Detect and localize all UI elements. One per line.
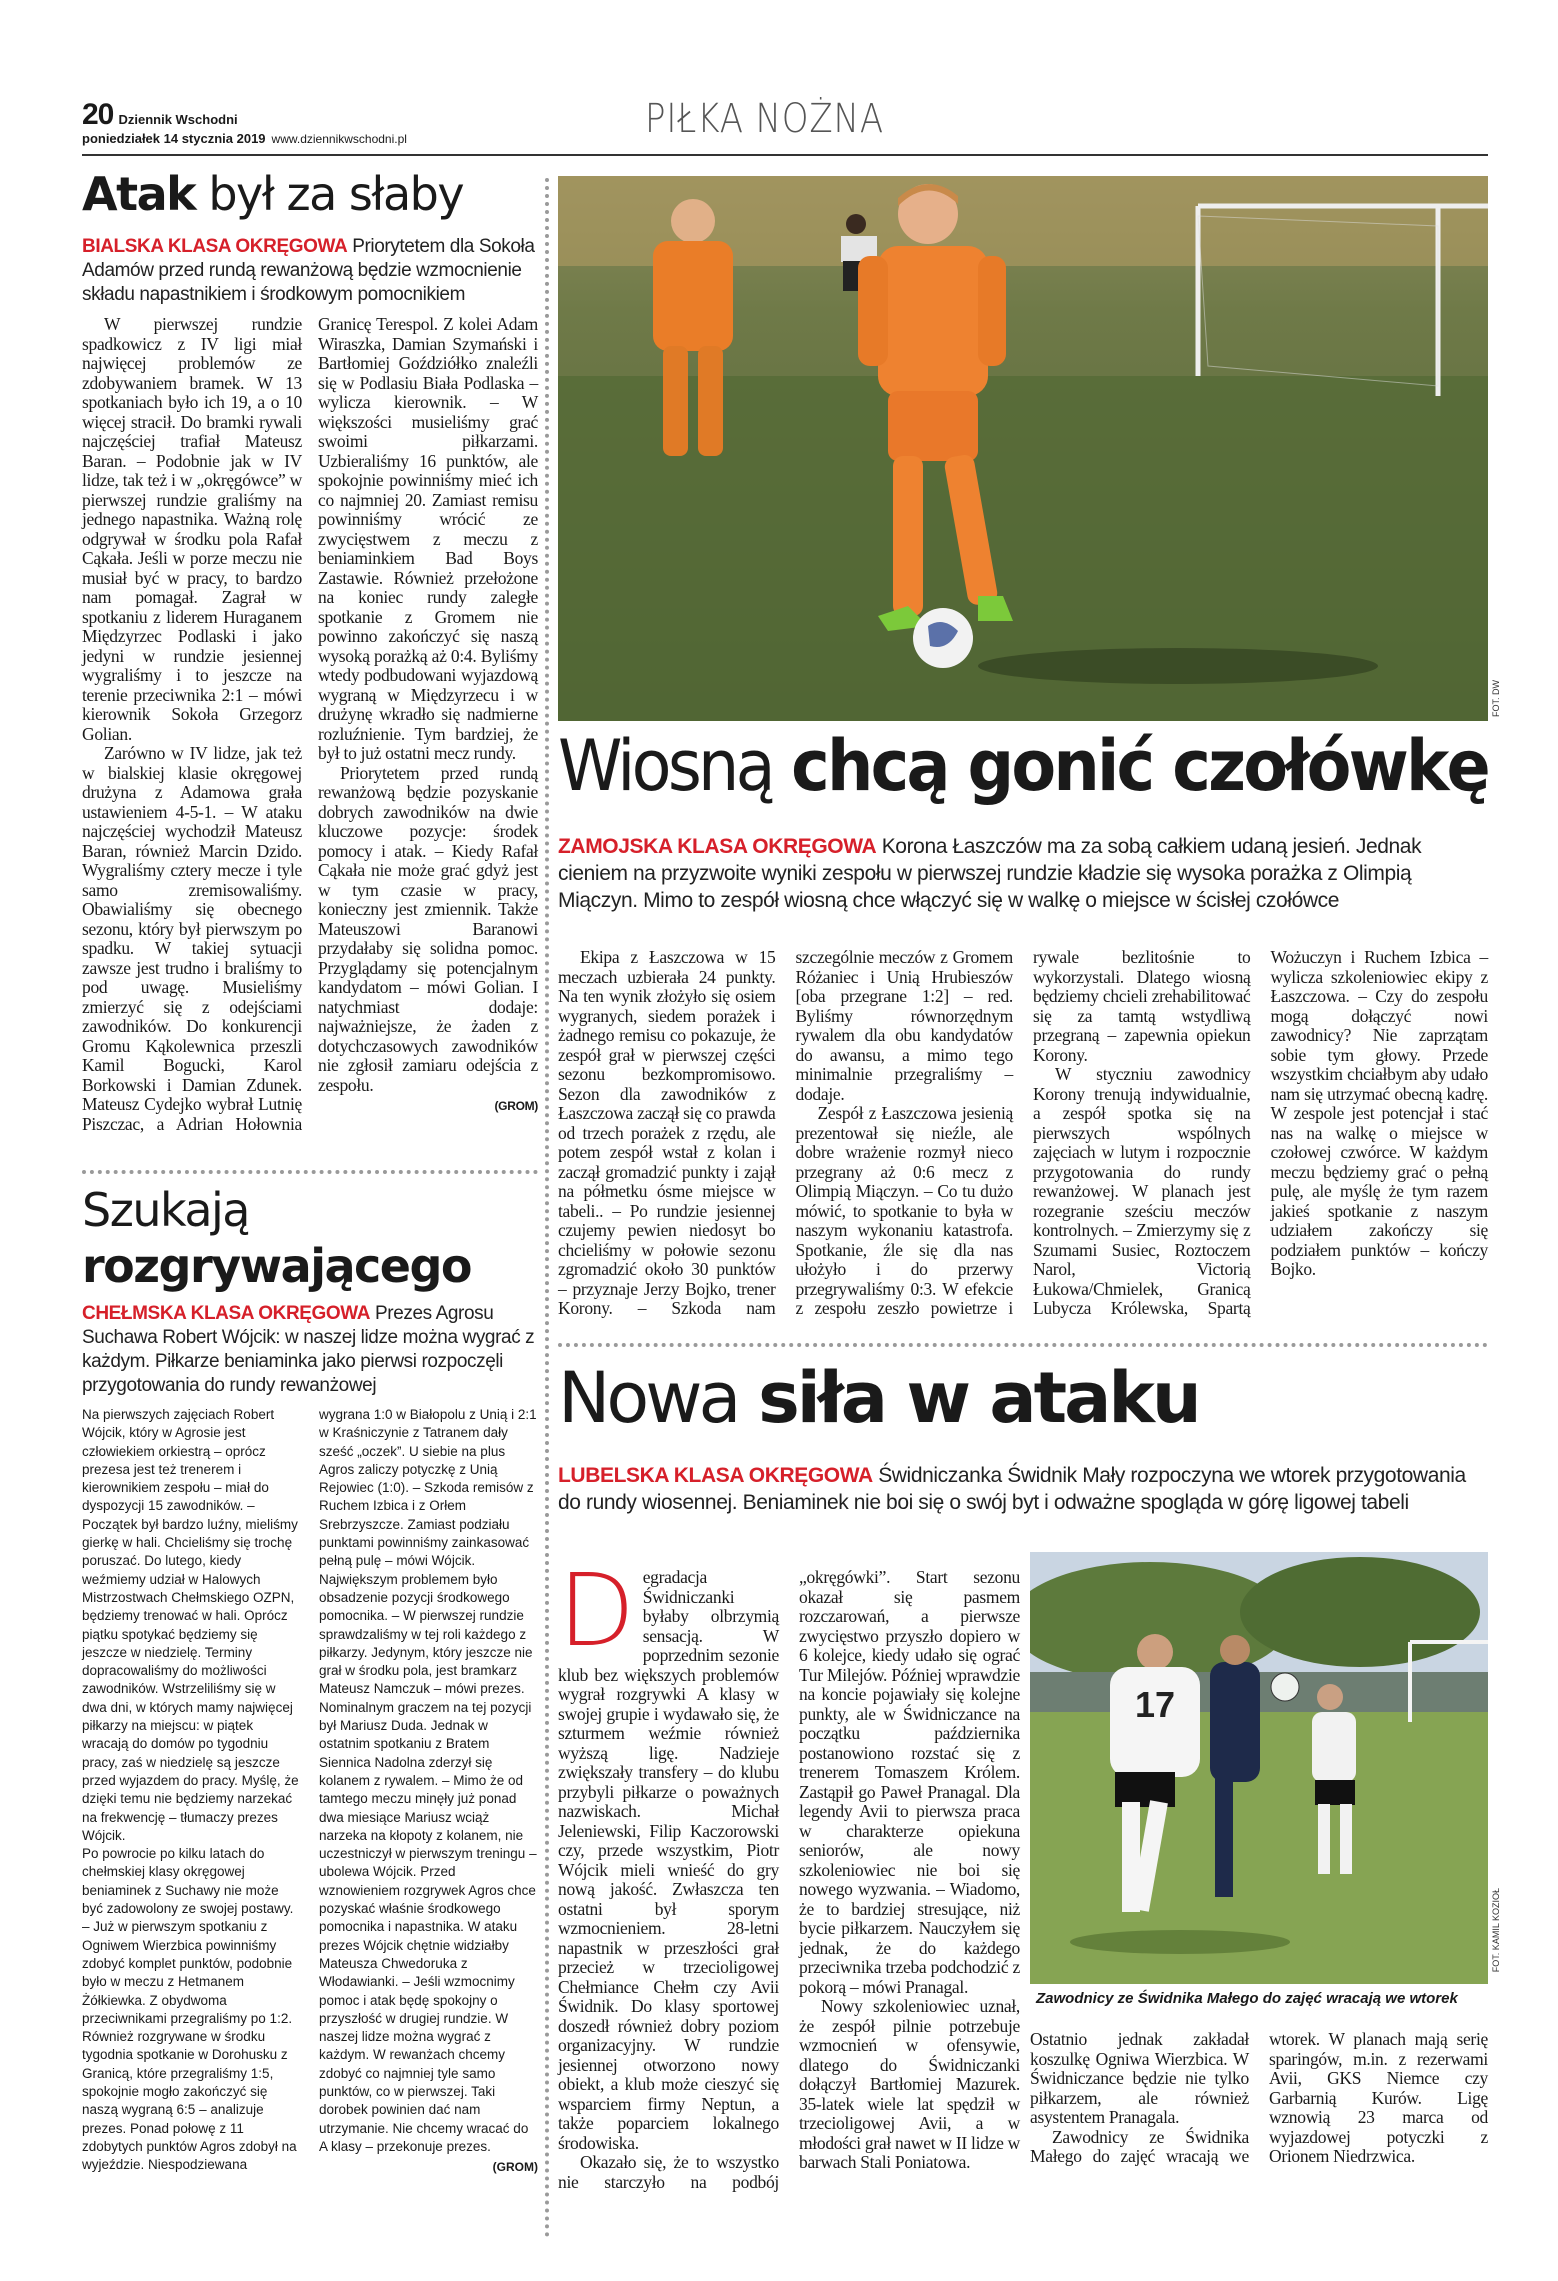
article-divider (82, 1170, 538, 1174)
headline-light: Szukają (82, 1183, 249, 1237)
photo-caption: Zawodnicy ze Świdnika Małego do zajęć wracają we wtorek (1036, 1990, 1458, 2007)
paper-name: Dziennik Wschodni (118, 112, 238, 127)
headline-bold: Atak (82, 167, 196, 221)
kicker: BIALSKA KLASA OKRĘGOWA (82, 236, 348, 257)
body-szukaja (82, 1406, 538, 2176)
kicker: LUBELSKA KLASA OKRĘGOWA (558, 1464, 873, 1487)
paragraph: Nowy szkoleniowiec uznał, że zespół pilnie potrzebuje wzmocnień w ofensywie, dlatego do Świdniczanki dołączył Bartłomiej Mazurek. 35-latek wiele lat spędził w trzecioligowej Avii, a w młodości grał nawet w II lidze w barwach Stali Poniatowa. (799, 1996, 1020, 2172)
paragraph: Ekipa z Łaszczowa w 15 meczach uzbierała 24 punkty. Na ten wynik złożyło się osiem wygranych, siedem porażek i żadnego remisu co pokazuje, że zespół grał w pierwszej części sezonu bezkompromisowo. Sezon dla zawodników z Łaszczowa zaczął się co prawda od trzech porażek z rzędu, ale potem zespół wstał z kolan i zaczął gromadzić punkty i zajął na półmetku ósme miejsce w tabeli.. – Po rundzie jesiennej czujemy pewien niedosyt bo chcieliśmy w połowie sezonu zgromadzić około 30 punktów – przyznaje Jerzy Bojko, trener Korony. – Szkoda nam szczególnie meczów z Gromem Różaniec i Unią Hrubieszów [oba przegrane 1:2] – red. Byliśmy równorzędnym rywalem dla obu kandydatów do awansu, a mimo tego minimalnie przegraliśmy – dodaje. (558, 947, 1013, 1318)
headline-light: Wiosną (558, 725, 772, 807)
deck-text: Świdniczanka Świdnik Mały rozpoczyna we wtorek przygotowania do rundy wiosennej. Beniaminek nie boi się o swój byt i odważne spogląda w górę ligowej tabeli (558, 1464, 1466, 1514)
paragraph: Największym problemem było obsadzenie pozycji środkowego pomocnika. – W pierwszej rundzie sprawdzaliśmy w tej roli każdego z piłkarzy. Jedynym, który jeszcze nie grał w środku pola, jest bramkarz Mateusz Namczuk – mówi prezes. Nominalnym graczem na tej pozycji był Mariusz Duda. Jednak w ostatnim spotkaniu z Bratem Siennica Nadolna zderzył się kolanem z rywalem. – Mimo że od tamtego meczu minęły już ponad dwa miesiące Mariusz wciąż narzeka na kłopoty z kolanem, nie uczestniczył w pierwszym treningu – ubolewa Wójcik. Przed wznowieniem rozgrywek Agros chce pozyskać właśnie środkowego pomocnika i napastnika. W ataku prezes Wójcik chętnie widziałby Mateusza Chwedoruka z Włodawianki. – Jeśli wzmocnimy pomoc i atak będę spokojny o przyszłość w drugiej rundzie. W naszej lidze można wygrać z każdym. W rewanżach chcemy zdobyć co najmniej tyle samo punktów, co w pierwszej. Taki dorobek powinien dać nam utrzymanie. Nie chcemy wracać do A klasy – przekonuje prezes. (319, 1571, 537, 2154)
paragraph: W styczniu zawodnicy Korony trenują indywidualnie, a zespół spotka się na pierwszych wspólnych zajęciach w lutym i rozpocznie przygotowania do rundy rewanżowej. W planach jest rozegranie sześciu meczów kontrolnych. – Zmierzymy się z Szumami Susiec, Roztoczem Narol, Victorią Łukowa/Chmielek, Granicą Lubycza Królewska, Spartą Wożuczyn i Ruchem Izbica – wylicza szkoleniowiec ekipy z Łaszczowa. – Czy do zespołu mogą dołączyć nowi zawodnicy? Nie zaprzątam sobie tym głowy. Przede wszystkim chciałbym aby udało nam się utrzymać obecną kadrę. W zespole jest potencjał i stać nas na walkę o miejsce w czołowej czwórce. W każdym meczu będziemy grać o pełną pulę, ale myślę że tym razem jakieś spotkanie z naszym udziałem zakończy się podziałem punktów – kończy Bojko. (1033, 947, 1488, 1318)
shirt-number: 17 (1135, 1684, 1176, 1725)
deck-atak (82, 235, 537, 307)
headline-wiosna (558, 725, 1488, 807)
body-nowa-part1 (558, 1552, 1020, 2192)
photo-credit: FOT. DW (1491, 680, 1501, 717)
paragraph: Ostatnio jednak zakładał koszulkę Ogniwa Wierzbica. W Świdniczance będzie nie tylko piłkarzem, ale również asystentem Pranagala. (1030, 2029, 1249, 2127)
headline-light: był za słaby (208, 167, 464, 221)
drop-cap: D (558, 1552, 635, 1669)
headline-bold: rozgrywającego (82, 1239, 472, 1293)
column-divider (545, 178, 549, 2239)
section-title: PIŁKA NOŻNA (645, 96, 884, 142)
headline-bold: chcą gonić czołówkę (791, 725, 1488, 807)
kicker: ZAMOJSKA KLASA OKRĘGOWA (558, 835, 877, 858)
photo-korona-player (558, 176, 1488, 721)
paragraph: egradacja Świdniczanki byłaby olbrzymią sensacją. W poprzednim sezonie klub bez większych problemów wygrał rozgrywki A klasy w swojej grupie i wydawało się, że szturmem weźmie również wyższą ligę. Nadzieje zwiększały transfery – do klubu przybyli piłkarze o poważnych nazwiskach. Michał Jeleniewski, Filip Kaczorowski czy, przede wszystkim, Piotr Wójcik mieli wnieść do gry nową jakość. Zwłaszcza ten ostatni był sporym wzmocnieniem. 28-letni napastnik w przeszłości grał przecież w trzecioligowej Chełmiance Chełm czy Avii Świdnik. Do klasy sportowej doszedł również dobry poziom organizacyjny. W rundzie jesiennej otworzono nowy obiekt, a klub może cieszyć się wsparciem firmy Neptun, a także poparciem lokalnego środowiska. (558, 1567, 779, 2153)
deck-szukaja (82, 1302, 537, 1398)
deck-nowa (558, 1462, 1488, 1516)
masthead (82, 98, 407, 147)
body-nowa-part2 (1030, 2030, 1488, 2167)
paragraph: Zawodnicy ze Świdnika Małego do zajęć wracają we wtorek. W planach mają serię sparingów, m.in. z rezerwami Avii, GKS Niemce czy Garbarnią Kurów. Ligę wznowią 23 marca od wyjazdowej potyczki z Orionem Niedrzwica. (1030, 2029, 1488, 2166)
deck-text: Korona Łaszczów ma za sobą całkiem udaną jesień. Jednak cieniem na przyzwoite wyniki zespołu w pierwszej rundzie kładzie się wysoka porażka z Olimpią Miączyn. Mimo to zespół wiosną chce włączyć się w walkę o miejsce w ścisłej czołówce (558, 835, 1422, 912)
paragraph: Na pierwszych zajęciach Robert Wójcik, który w Agrosie jest człowiekiem orkiestrą – oprócz prezesa jest też trenerem i kierownikiem zespołu – miał do dyspozycji 15 zawodników. – Początek był bardzo luźny, mieliśmy gierkę w hali. Chcieliśmy się trochę poruszać. Do lutego, kiedy weźmiemy udział w Halowych Mistrzostwach Chełmskiego OZPN, będziemy trenować w hali. Oprócz piątku spotykać będziemy się jeszcze w niedzielę. Terminy dopracowaliśmy do możliwości zawodników. Wstrzeliliśmy się w dwa dni, w których mamy najwięcej piłkarzy na miejscu: w piątek wracają do domów po tygodniu pracy, zaś w niedzielę są jeszcze przed wyjazdem do pracy. Myślę, że dzięki temu nie będziemy narzekać na frekwencję – tłumaczy prezes Wójcik. (82, 1407, 299, 1843)
issue-date: poniedziałek 14 stycznia 2019 (82, 131, 266, 146)
paragraph: Zespół z Łaszczowa jesienią prezentował się nieźle, ale dobre wrażenie rozmył nieco przegrany aż 0:6 mecz z Olimpią Miączyn. – Co tu dużo mówić, to spotkanie to była w naszym wykonaniu katastrofa. Spotkanie, źle się dla nas ułożyło i do przerwy przegrywaliśmy 0:3. W efekcie z zespołu zeszło powietrze i rywale bezlitośnie to wykorzystali. Dlatego wiosną będziemy chcieli zrehabilitować się za tamtą wstydliwą przegraną – zapewnia opiekun Korony. (795, 947, 1251, 1318)
headline-bold: siła w ataku (758, 1357, 1199, 1439)
author-signature: (GROM) (492, 2160, 538, 2175)
paragraph: Okazało się, że to wszystko nie starczyło na podbój „okręgówki”. Start sezonu okazał się pasmem rozczarowań, a pierwsze zwycięstwo przyszło dopiero w 6 kolejce, kiedy udało się ograć Tur Milejów. Później wprawdzie na koncie pojawiały się kolejne punkty, ale w Świdniczance na początku października postanowiono rozstać się z trenerem Tomaszem Królem. Zastąpił go Paweł Pranagal. Dla legendy Avii to pierwsza praca w charakterze opiekuna seniorów, ale nowy szkoleniowiec nie boi się nowego wyzwania. – Wiadomo, że to bardziej stresujące, niż bycie piłkarzem. Nauczyłem się jednak, że do każdego przeciwnika trzeba podchodzić z pokorą – mówi Pranagal. (558, 1567, 1020, 2192)
photo-swidniczanka-match (1030, 1552, 1488, 1984)
body-atak (82, 315, 538, 1134)
article-divider (558, 1343, 1488, 1347)
headline-light: Nowa (558, 1357, 738, 1439)
headline-nowa (558, 1357, 1199, 1439)
photo-credit: FOT. KAMIL KOZIOŁ (1491, 1888, 1501, 1973)
paragraph: Po powrocie po kilku latach do chełmskiej klasy okręgowej beniaminek z Suchawy nie może być zadowolony ze swojej postawy. – Już w pierwszym spotkaniu z Ogniwem Wierzbica powinniśmy zdobyć komplet punktów, podobnie było w meczu z Hetmanem Żółkiewka. Z obydwoma przeciwnikami przegraliśmy po 1:2. Również rozgrywane w środku tygodnia spotkanie w Dorohusku z Granicą, które przegraliśmy 1:5, spokojnie mogło zakończyć się naszą wygraną 6:5 – analizuje prezes. Ponad połowę z 11 zdobytych punktów Agros zdobył na wyjeździe. Niespodziewana wygrana 1:0 w Białopolu z Unią i 2:1 w Kraśniczynie z Tatranem dały sześć „oczek”. U siebie na plus Agros zaliczy potyczkę z Unią Rejowiec (1:0). – Szkoda remisów z Ruchem Izbica i z Orłem Srebrzyszcze. Zamiast podziału punktami powinniśmy zainkasować pełną pulę – mówi Wójcik. (82, 1407, 537, 2173)
author-signature: (GROM) (494, 1099, 538, 1113)
deck-wiosna (558, 833, 1488, 914)
deck-text: Prezes Agrosu Suchawa Robert Wójcik: w naszej lidze można wygrać z każdym. Piłkarze beniaminka jako pierwsi rozpoczęli przygotowania do rundy rewanżowej (82, 1303, 535, 1396)
headline-szukaja (82, 1182, 471, 1294)
website-link[interactable]: www.dziennikwschodni.pl (271, 132, 407, 146)
paragraph: W pierwszej rundzie spadkowicz z IV ligi miał najwięcej problemów ze zdobywaniem bramek. W 13 spotkaniach było ich 19, a o 10 więcej stracił. Do bramki rywali najczęściej trafiał Mateusz Baran. – Podobnie jak w IV lidze, tak też i w „okręgówce” w pierwszej rundzie graliśmy na jednego napastnika. Ważną rolę odgrywał w środku pola Rafał Cąkała. Jeśli w porze meczu nie musiał być w pracy, to bardzo nam pomagał. Zagrał w spotkaniu z liderem Huraganem Międzyrzec Podlaski i jako jedyni w rundzie jesiennej wygraliśmy i to jeszcze na terenie przeciwnika 2:1 – mówi kierownik Sokoła Grzegorz Golian. (82, 314, 302, 744)
paragraph: Priorytetem przed rundą rewanżową będzie pozyskanie dobrych zawodników na dwie kluczowe pozycje: środek pomocy i atak. – Kiedy Rafał Cąkała nie może grać gdyż jest w tym czasie w pracy, konieczny jest zmiennik. Także Mateuszowi Baranowi przydałaby się solidna pomoc. Przyglądamy się potencjalnym kandydatom – mówi Golian. I natychmiast dodaje: najważniejsze, że żaden z dotychczasowych zawodników nie zgłosił zamiaru odejścia z zespołu. (318, 762, 538, 1095)
header-rule (82, 154, 1488, 156)
headline-atak (82, 167, 464, 221)
paragraph: Zarówno w IV lidze, jak też w bialskiej klasie okręgowej drużyna z Adamowa grała ustawieniem 4-5-1. – W ataku najczęściej wychodził Mateusz Baran, również Marcin Dzido. Wygraliśmy cztery mecze i tyle samo zremisowaliśmy. Obawialiśmy się obecnego sezonu, który był pierwszym po spadku. W takiej sytuacji zawsze jest trudno i braliśmy to pod uwagę. Musieliśmy zmierzyć się z odejściami zawodników. Do konkurencji Gromu Kąkolewnica przeszli Kamil Bogucki, Karol Borkowski i Damian Zdunek. Mateusz Cydejko wybrał Lutnię Piszczac, a Adrian Hołownia Granicę Terespol. Z kolei Adam Wiraszka, Damian Szymański i Bartłomiej Goździółko znaleźli się w Podlasiu Biała Podlaska – wylicza kierownik. – W większości musieliśmy grać swoimi piłkarzami. Uzbieraliśmy 16 punktów, ale spokojnie powinniśmy mieć ich co najmniej 20. Zamiast remisu powinniśmy wrócić ze zwycięstwem z meczu z beniaminkiem Bad Boys Zastawie. Również przełożone na koniec rundy zaległe spotkanie z Gromem nie powinno zakończyć się naszą wysoką porażką aż 0:4. Byliśmy wtedy podbudowani wyjazdową wygraną w Międzyrzecu i w drużynę wkradło się nadmierne rozluźnienie. Tym bardziej, że był to już ostatni mecz rundy. (82, 314, 538, 1134)
kicker: CHEŁMSKA KLASA OKRĘGOWA (82, 1303, 371, 1324)
page-number: 20 (82, 98, 114, 131)
deck-text: Priorytetem dla Sokoła Adamów przed rundą rewanżową będzie wzmocnienie składu napastnikiem i środkowym pomocnikiem (82, 236, 535, 305)
body-wiosna (558, 948, 1488, 1319)
